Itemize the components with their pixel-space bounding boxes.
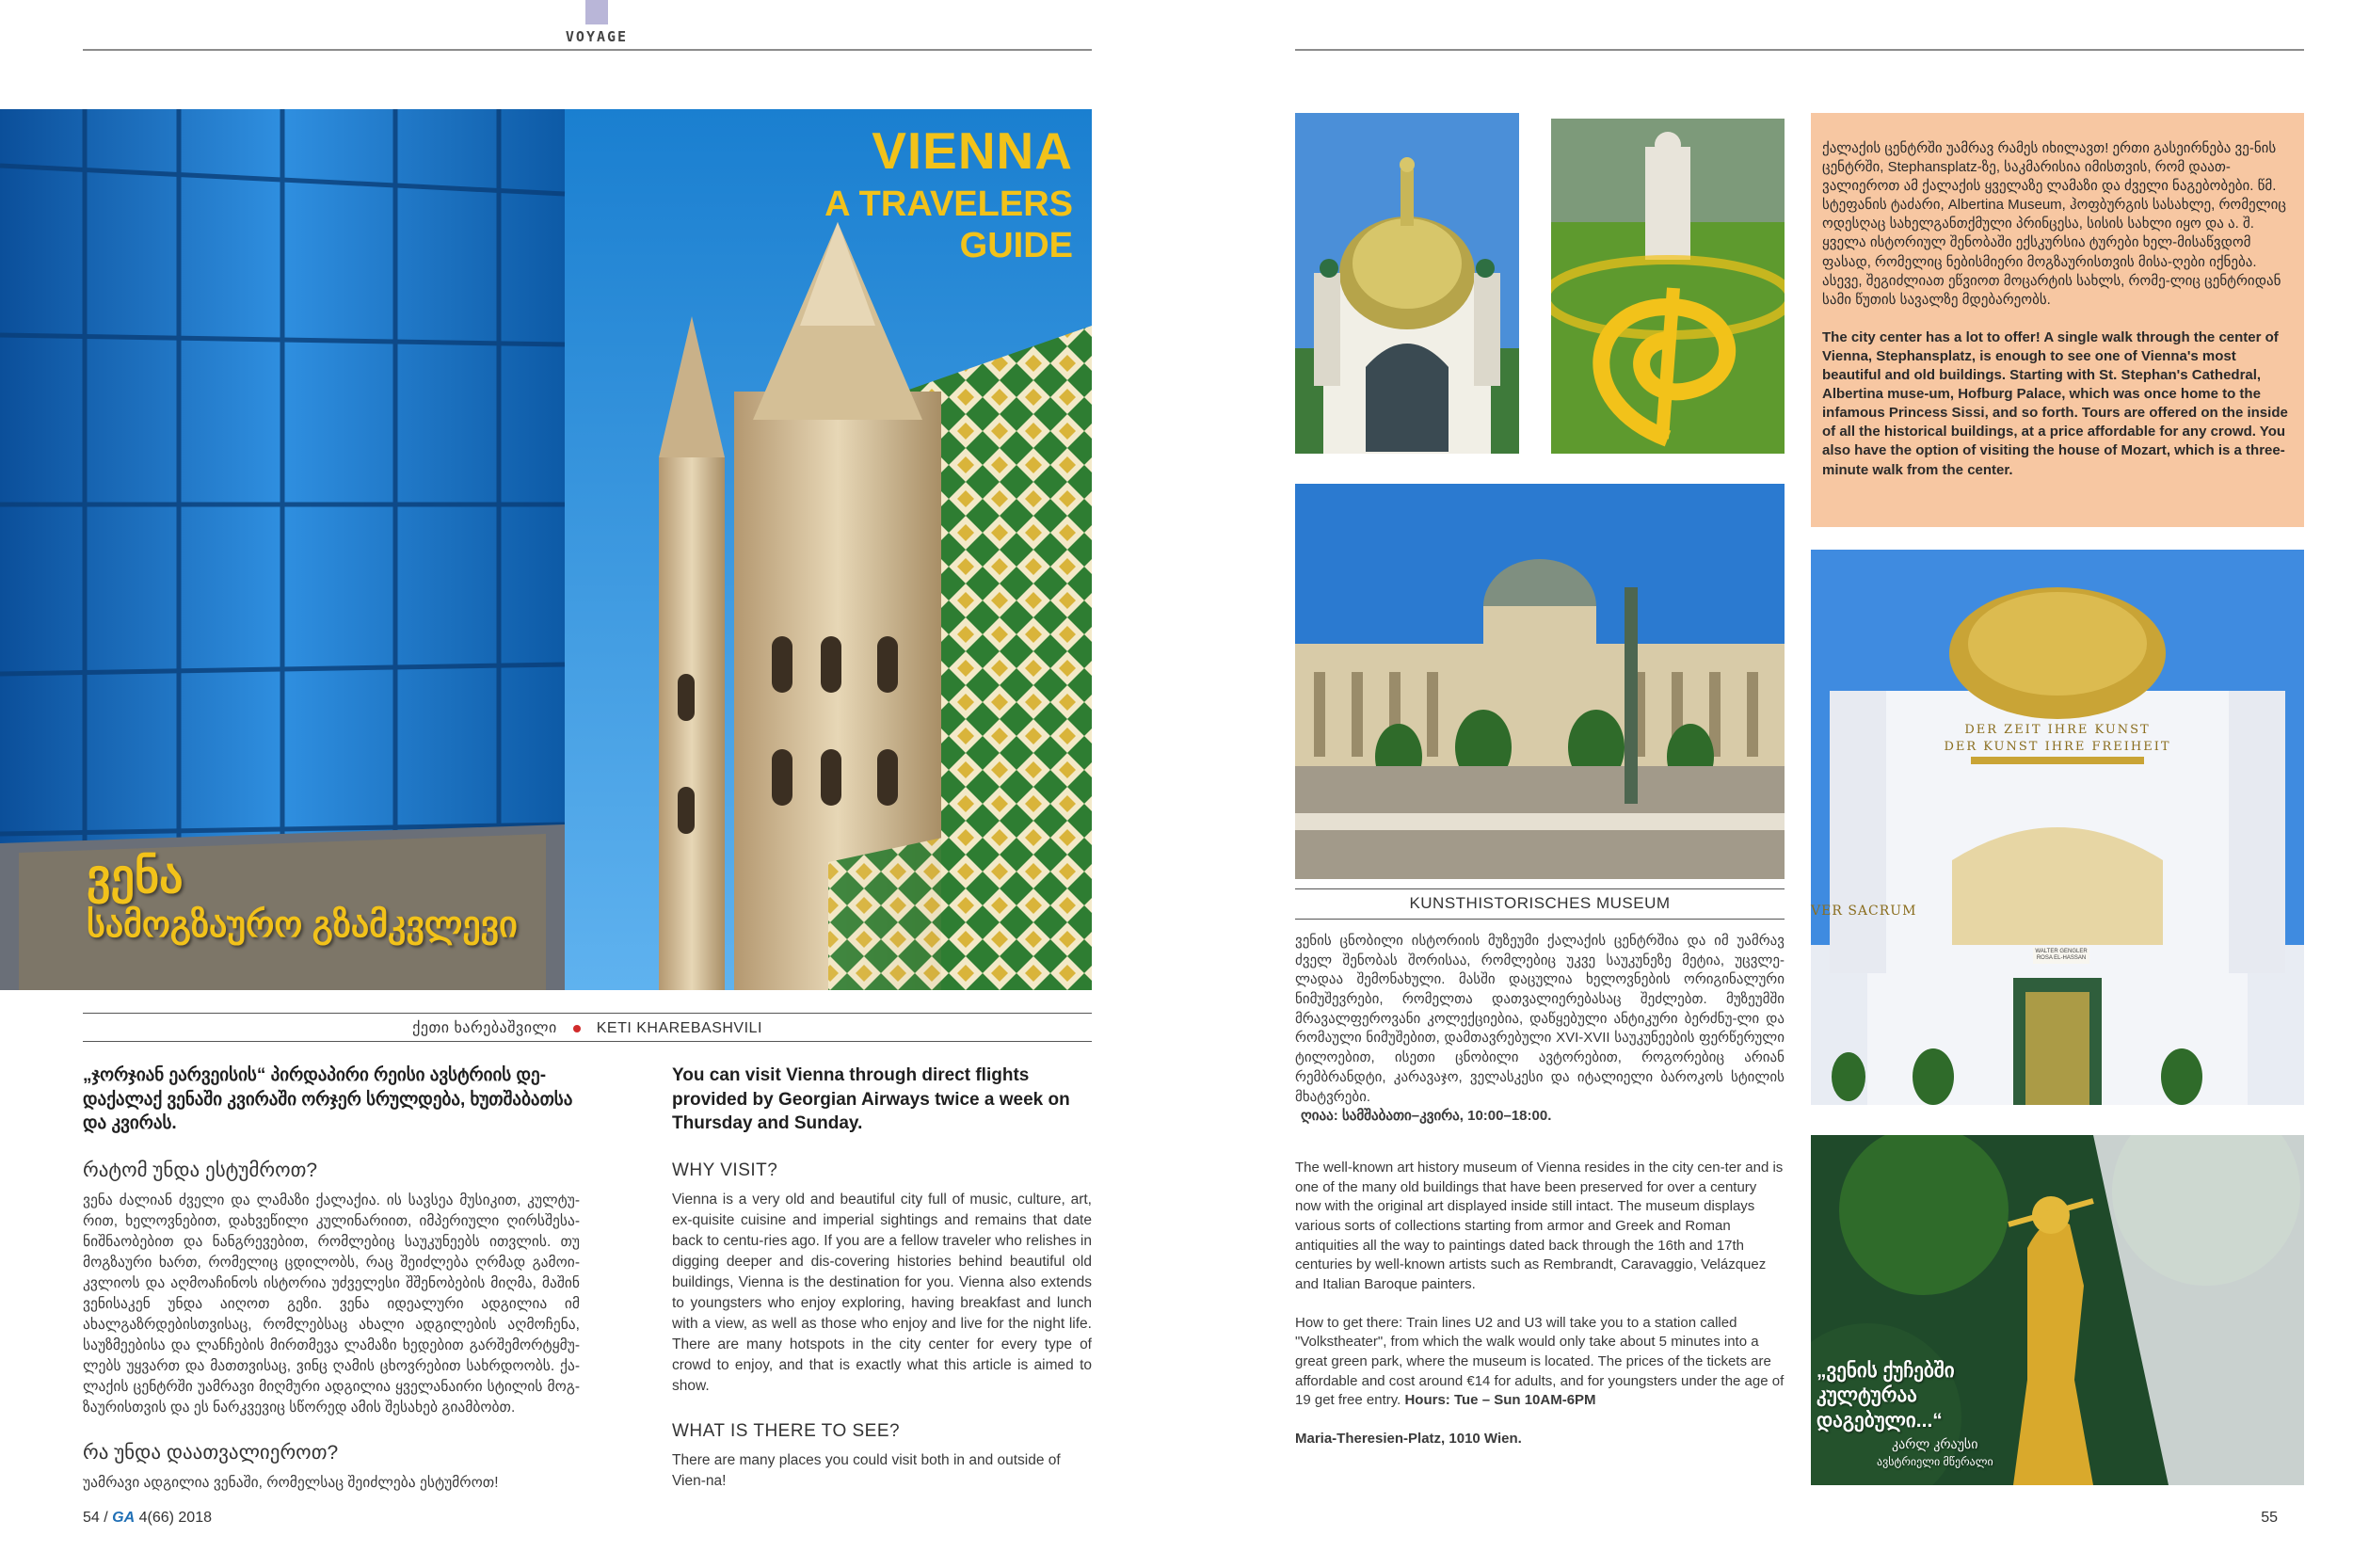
byline-rule-bottom (83, 1041, 1092, 1042)
museum-address: Maria-Theresien-Platz, 1010 Wien. (1295, 1431, 1522, 1448)
photo-church-dome (1295, 113, 1519, 454)
museum-caption-rule-bottom (1295, 919, 1785, 920)
hero-title-guide: GUIDE (959, 226, 1073, 265)
quote-author: კარლ კრაუსი (1892, 1436, 1978, 1451)
issue-label: 4(66) 2018 (138, 1510, 212, 1526)
header-tab (585, 0, 608, 24)
photo-treble-clef-garden (1551, 119, 1785, 454)
header-rule-right (1295, 49, 2304, 51)
byline-dot-icon (573, 1025, 581, 1032)
secession-sign: VER SACRUM (1811, 904, 1917, 919)
secession-plaque: WALTER GENGLER ROSA EL-HASSAN (2033, 947, 2089, 964)
byline (83, 1018, 1092, 1037)
byline-rule-top (83, 1013, 1092, 1014)
body-what-ka: უამრავი ადგილია ვენაში, რომელსაც შეიძლება ესტუმროთ! (83, 1474, 499, 1491)
magazine-logo: GA (112, 1510, 136, 1526)
heading-why-ka: რატომ უნდა ესტუმროთ? (83, 1159, 318, 1181)
section-label: VOYAGE (565, 28, 629, 45)
photo-secession-building (1811, 550, 2304, 1105)
hero-title-ka: ვენა (87, 850, 184, 903)
heading-what-en: WHAT IS THERE TO SEE? (672, 1420, 901, 1441)
column-museum (1295, 932, 1785, 1449)
info-box-ka: ქალაქის ცენტრში უამრავ რამეს იხილავთ! ერთი გასეირნება ვე-ნის ცენტრში, Stephansplatz-ზე, საკმარისია იმისთვის, რომ დაათ-ვალიეროთ ამ ქალაქის ყველაზე ლამაზი და ძველი ნაგებობები. წმ. სტეფანის ტაძარი, Albertina Museum, ჰოფბურგის სასახლე, რომელიც ოდესღაც სახელგანთქმული პრინცესა, სისის სახლი იყო და ა. შ. ყველა ისტორიულ შენობაში ექსკურსია ტურები ხელ-მისაწვდომ ფასად, რომელიც ნებისმიერი მოგზაურისთვის მისა-ღები იქნება. ასევე, შეგიძლიათ ეწვიოთ მოცარტის სახლს, რომე-ლიც ცენტრიდან სამი წუთის სავალზე მდებარეობს. (1822, 140, 2286, 308)
museum-caption: KUNSTHISTORISCHES MUSEUM (1409, 894, 1671, 912)
page-number-left: 54 / (83, 1510, 108, 1526)
museum-body-en: The well-known art history museum of Vienna resides in the city cen-ter and is one of the many old buildings that have been preserved for over a century now with the original art displayed inside still intact. The museum displays various sorts of collections starting from armor and Greek and Roman antiquities all the way to paintings dated back through the 16th and 17th centuries by well-known artists such as Rembrandt, Caravaggio, Velázquez and Italian Baroque painters. (1295, 1159, 1784, 1292)
page-number-right: 55 (2261, 1510, 2278, 1526)
secession-inscription-2: DER KUNST IHRE FREIHEIT (1944, 740, 2171, 754)
heading-why-en: WHY VISIT? (672, 1160, 778, 1180)
hero-title-travelers: A TRAVELERS (824, 184, 1073, 224)
column-en (672, 1064, 1092, 1501)
header-rule-left (83, 49, 1092, 51)
info-box-en: The city center has a lot to offer! A single walk through the center of Vienna, Stephansplatz, is enough to see one of Vienna's most beautiful and old buildings. Starting with St. Stephan's Cathedral, Albertina muse-um, Hofburg Palace, which was once home to the infamous Princess Sissi, and so forth. Tours are offered on the inside of all the historical buildings, at a price affordable for any crowd. You also have the option of visiting the house of Mozart, which is a three-minute walk from the center. (1822, 328, 2288, 478)
hero-title-vienna: VIENNA (872, 121, 1073, 180)
lead-en: You can visit Vienna through direct flights provided by Georgian Airways twice a week on Thursday and Sunday. (672, 1065, 1070, 1134)
info-box-city-center (1811, 113, 2304, 527)
museum-hours-en: Hours: Tue – Sun 10AM-6PM (1404, 1392, 1596, 1409)
byline-ka: ქეთი ხარებაშვილი (412, 1020, 557, 1036)
museum-caption-rule (1295, 888, 1785, 889)
quote-author-role: ავსტრიელი მწერალი (1877, 1455, 1993, 1468)
footer-left (83, 1510, 212, 1527)
column-ka (83, 1064, 580, 1503)
museum-body-ka: ვენის ცნობილი ისტორიის მუზეუმი ქალაქის ცენტრშია და იმ უამრავ ძველ შენობას შორისაა, რომლებიც უკვე საუკუნეზე მეტია, უცვლე-ლადაა შემონახული. მასში დაცულია ხელოვნების ორიგინალური ნიმუშევრები, რომელთა დათვალიერებასაც შეძლებთ. მუზეუმში მრავალფეროვანი კოლექციებია, დაწყებული ანტიკური ბერძნუ-ლი და რომაული ნიმუშებით, დამთავრებული XVI-XVII საუკუნეების ფერწერული ტილოებით, ისეთი ცნობილი ავტორებით, როგორებიც არიან რემბრანდტი, კარავაჯო, ველასკესი და იტალიელი ბაროკოს სტილის მხატვრები. (1295, 933, 1785, 1105)
museum-hours-ka: ღიაა: სამშაბათი–კვირა, 10:00–18:00. (1301, 1108, 1552, 1125)
hero-subtitle-ka: სამოგზაურო გზამკვლევი (87, 905, 518, 945)
quote-text: „ვენის ქუჩებში კულტურაა დაგებული...“ (1817, 1360, 1955, 1432)
body-what-en: There are many places you could visit both in and outside of Vien-na! (672, 1451, 1061, 1489)
byline-en: KETI KHAREBASHVILI (596, 1020, 762, 1036)
lead-ka: „ჯორჯიან ეარვეისის“ პირდაპირი რეისი ავსტრიის დე-დაქალაქ ვენაში კვირაში ორჯერ სრულდება, ხუთშაბათსა და კვირას. (83, 1065, 573, 1134)
body-why-en: Vienna is a very old and beautiful city full of music, culture, art, ex-quisite cuisine and imperial sightings and remains that date back to centu-ries ago. If you are a fellow traveler who relishes in digging deeper and dis-covering histories behind beautiful old buildings, Vienna is the destination for you. Vienna also extends to youngsters who enjoy exploring, having breakfast and lunch with a view, as well as those who enjoy and live for the night life. There are many hotspots in the city center for every type of crowd to enjoy, and that is exactly what this article is aimed to show. (672, 1191, 1092, 1394)
body-why-ka: ვენა ძალიან ძველი და ლამაზი ქალაქია. ის სავსეა მუსიკით, კულტუ-რით, ხელოვნებით, დახვეწილი კულინარიით, იმპერიული ღირსშესა-ნიშნაობებით და ნანგრევებით, რომლებიც საუკუნეებს ითვლის. თუ მოგზაური ხართ, რომელიც ცდილობს, რაც შეიძლება ღრმად გამოი-კვლიოს და აღმოაჩინოს ისტორია უძველესი შშენობების მიღმა, მაშინ ვენისაკენ უნდა აიღოთ გეზი. ვენა იდეალური ადგილია იმ ახალგაზრდებისთვისაც, რომლებსაც ახალი ადგილების აღმოჩენა, საუზმეებისა და ლანჩების მირთმევა ლამაზი ხედებით გარშემორტყმუ-ლებს უყვართ და მათთვისაც, ვინც ღამის ცხოვრებით სახრდოობს. ქა-ლაქის ცენტრში უამრავი მიღმური ადგილია ყველანაირი სტილის მოგ-ზაურისთვის და ეს ნარკვევიც სწორედ ამის შესახებ გიამბობთ. (83, 1192, 580, 1416)
photo-kunsthistorisches-museum (1295, 484, 1785, 879)
heading-what-ka: რა უნდა დაათვალიეროთ? (83, 1441, 339, 1464)
secession-inscription-1: DER ZEIT IHRE KUNST (1964, 723, 2151, 737)
museum-directions-text: How to get there: Train lines U2 and U3 will take you to a station called "Volkstheater", from which the walk would only take about 5 minutes into a great green park, where the museum is located. The prices of the tickets are affordable and cost around €14 for adults, and for youngsters under the age of 19 get free entry. (1295, 1314, 1785, 1409)
museum-directions-en (1295, 1314, 1785, 1411)
